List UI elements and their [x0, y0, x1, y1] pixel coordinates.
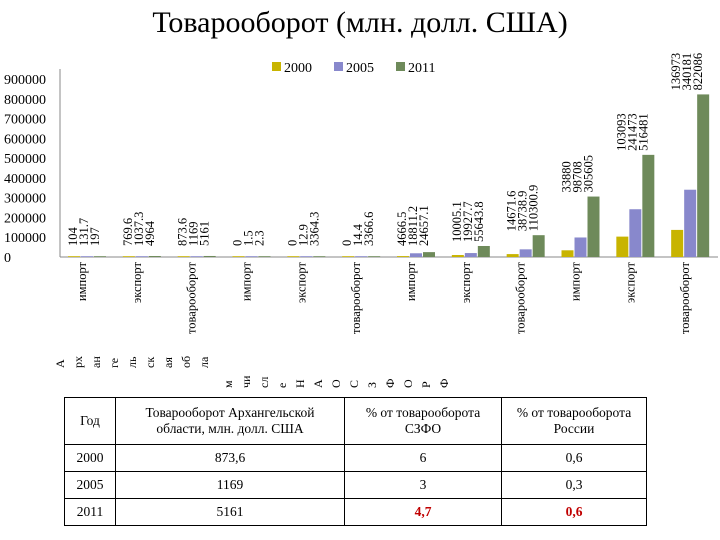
- bar: [410, 253, 422, 257]
- data-label: 197: [88, 227, 102, 246]
- bar: [136, 256, 148, 257]
- legend-label-2000: 2000: [284, 61, 312, 76]
- bar: [368, 256, 380, 257]
- bar: [575, 237, 587, 257]
- legend-swatch-2011: [396, 62, 405, 71]
- cell-russia: 0,6: [502, 445, 647, 472]
- category-label: товарооборот: [349, 262, 364, 334]
- group-label-fragment: О: [401, 379, 415, 388]
- data-label: 38738.9: [515, 190, 530, 232]
- cell-year: 2005: [65, 472, 116, 499]
- data-label: 3364.3: [307, 211, 322, 246]
- region-label-fragment: ая: [161, 357, 175, 368]
- group-label-fragment: е: [275, 382, 289, 388]
- bar: [520, 249, 532, 257]
- group-label-fragment: А: [311, 379, 325, 388]
- data-label: 24657.1: [417, 205, 431, 246]
- bar: [355, 256, 367, 257]
- data-label: 0: [285, 239, 300, 246]
- region-label-fragment: об: [179, 355, 193, 368]
- bar: [507, 254, 519, 257]
- bar: [697, 94, 709, 257]
- region-label-fragment: ан: [89, 356, 103, 368]
- bar: [533, 235, 545, 257]
- data-label: 55643.8: [471, 201, 486, 242]
- bar: [191, 256, 203, 257]
- group-label-fragment: чи: [239, 375, 253, 388]
- bar: [94, 256, 106, 257]
- data-label: 305605: [581, 155, 596, 193]
- data-label: 1169: [186, 221, 201, 246]
- cell-year: 2000: [65, 445, 116, 472]
- data-label: 2.3: [252, 230, 267, 246]
- group-label-fragment: З: [365, 381, 379, 388]
- group-label-fragment: м: [221, 380, 235, 388]
- bar: [397, 256, 409, 257]
- data-label: 19927.7: [460, 201, 475, 242]
- data-label: 33880: [559, 161, 574, 193]
- data-label: 0: [340, 239, 355, 246]
- bar: [423, 252, 435, 257]
- region-label-fragment: ла: [197, 356, 211, 368]
- group-label-fragment: Ф: [383, 378, 397, 388]
- region-label-fragment: ль: [125, 356, 139, 368]
- y-tick-label: 800000: [4, 92, 46, 108]
- y-tick-label: 900000: [4, 73, 46, 88]
- category-label: импорт: [75, 262, 89, 302]
- table-row: [65, 472, 647, 499]
- legend-swatch-2000: [272, 62, 281, 71]
- data-label: 103093: [614, 113, 629, 151]
- category-label: экспорт: [129, 262, 144, 304]
- cell-szfo: 3: [345, 472, 502, 499]
- y-tick-label: 200000: [4, 211, 46, 227]
- bar: [68, 256, 80, 257]
- bar: [478, 246, 490, 257]
- data-label: 5161: [197, 221, 212, 246]
- header-region-trade: Товарооборот Архангельской области, млн. долл. США: [116, 398, 345, 445]
- header-szfo-share: % от товарооборота СЗФО: [345, 398, 502, 445]
- data-label: 769.6: [120, 217, 135, 246]
- bar: [629, 209, 641, 257]
- bar: [81, 256, 93, 257]
- group-label-fragment: О: [329, 379, 343, 388]
- bar: [642, 155, 654, 257]
- category-label: импорт: [568, 262, 583, 302]
- category-label: экспорт: [294, 262, 309, 304]
- data-label: 4964: [142, 221, 157, 246]
- data-label: 10005.1: [449, 201, 464, 242]
- y-tick-label: 0: [4, 251, 11, 266]
- data-label: 14.4: [351, 224, 366, 246]
- y-tick-label: 700000: [4, 112, 46, 128]
- data-label: 136973: [669, 52, 684, 91]
- table-row: [65, 499, 647, 526]
- bar: [671, 230, 683, 257]
- legend-label-2005: 2005: [346, 61, 374, 76]
- bar: [178, 256, 190, 257]
- data-label: 104: [66, 227, 80, 246]
- data-label: 12.9: [296, 224, 311, 246]
- region-label-fragment: ск: [143, 356, 157, 368]
- y-tick-label: 100000: [4, 231, 46, 247]
- cell-szfo: 6: [345, 445, 502, 472]
- data-label: 1037.3: [131, 211, 146, 246]
- y-tick-label: 400000: [4, 171, 46, 187]
- bar: [616, 237, 628, 257]
- header-year: Год: [65, 398, 116, 445]
- group-label-fragment: Н: [293, 379, 307, 388]
- bar: [465, 253, 477, 257]
- bar: [300, 256, 312, 257]
- bar: [562, 250, 574, 257]
- category-label: экспорт: [623, 262, 638, 304]
- data-label: 110300.9: [526, 184, 541, 232]
- cell-trade: 5161: [116, 499, 345, 526]
- cell-trade: 873,6: [116, 445, 345, 472]
- data-label: 18811.2: [406, 205, 420, 246]
- bar: [123, 256, 135, 257]
- cell-year: 2011: [65, 499, 116, 526]
- bar: [287, 256, 299, 257]
- region-label-fragment: А: [53, 359, 67, 368]
- table-row: [65, 445, 647, 472]
- data-label: 241473: [625, 113, 640, 151]
- cell-russia: 0,3: [502, 472, 647, 499]
- bar: [233, 256, 245, 257]
- legend-swatch-2005: [334, 62, 343, 71]
- header-russia-share: % от товарооборота России: [502, 398, 647, 445]
- bar: [246, 256, 258, 257]
- data-label: 822086: [691, 52, 706, 91]
- category-label: импорт: [404, 262, 418, 302]
- data-label: 3366.6: [362, 211, 377, 246]
- cell-szfo-highlight: 4,7: [345, 499, 502, 526]
- data-label: 98708: [570, 161, 585, 193]
- y-tick-label: 300000: [4, 191, 46, 207]
- region-label-fragment: ге: [107, 357, 121, 368]
- category-label: импорт: [239, 262, 254, 302]
- data-label: 516481: [636, 113, 651, 151]
- group-label-fragment: Ф: [437, 378, 451, 388]
- group-label-fragment: Р: [419, 381, 433, 388]
- summary-table: [64, 397, 647, 526]
- bar: [149, 256, 161, 257]
- legend-label-2011: 2011: [408, 61, 436, 76]
- category-label: экспорт: [458, 262, 473, 304]
- data-label: 1.5: [241, 230, 256, 246]
- category-label: товарооборот: [513, 262, 528, 334]
- bar: [588, 197, 600, 257]
- cell-russia-highlight: 0,6: [502, 499, 647, 526]
- slide-title: Товарооборот (млн. долл. США): [152, 6, 568, 39]
- data-label: 873.6: [175, 217, 190, 246]
- data-label: 14671.6: [504, 190, 519, 232]
- data-label: 131.7: [77, 217, 91, 246]
- group-label-fragment: С: [347, 379, 361, 388]
- category-label: товарооборот: [184, 262, 199, 334]
- bar: [342, 256, 354, 257]
- category-label: товарооборот: [678, 262, 693, 334]
- bar: [204, 256, 216, 257]
- bar: [684, 190, 696, 257]
- data-label: 4666.5: [395, 211, 409, 246]
- region-label-fragment: рх: [71, 356, 85, 368]
- y-tick-label: 500000: [4, 152, 46, 168]
- data-label: 0: [230, 239, 245, 246]
- cell-trade: 1169: [116, 472, 345, 499]
- table-header-row: [65, 398, 647, 445]
- bar: [259, 256, 271, 257]
- y-tick-label: 600000: [4, 132, 46, 148]
- bar: [313, 256, 325, 257]
- data-label: 340181: [680, 52, 695, 91]
- group-label-fragment: сл: [257, 376, 271, 388]
- bar: [452, 255, 464, 257]
